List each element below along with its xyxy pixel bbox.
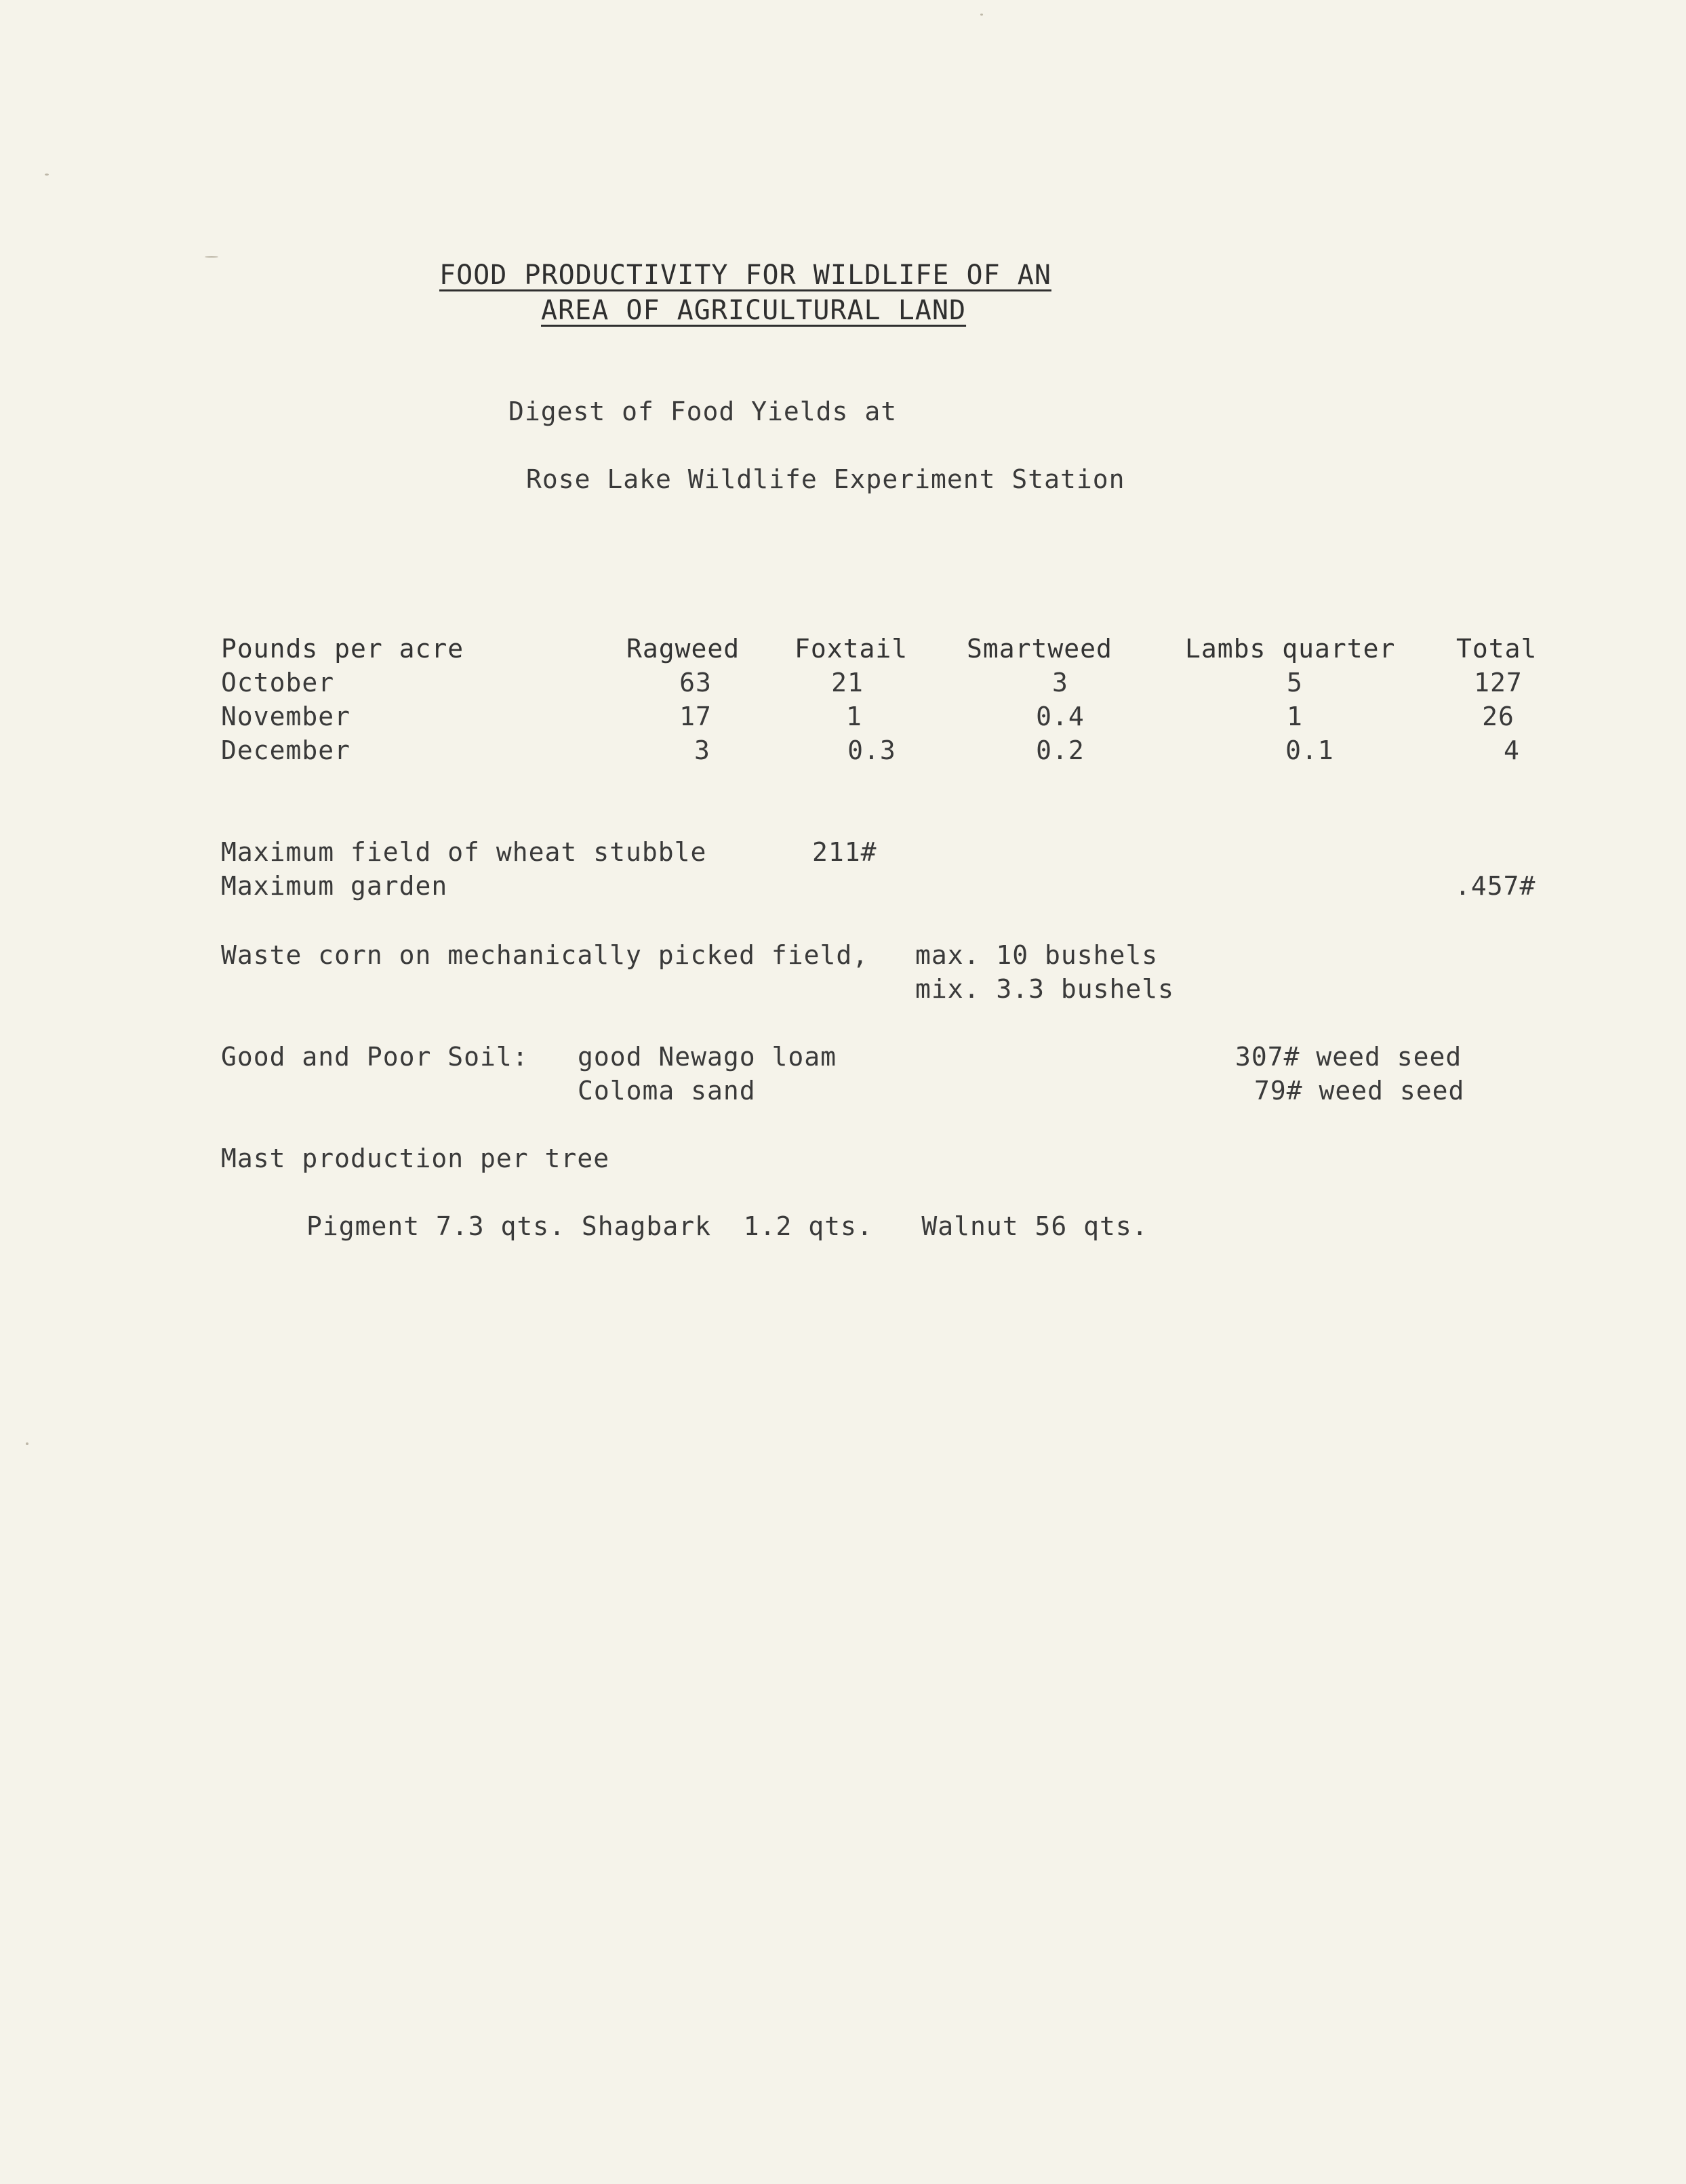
column-header-total: Total: [1456, 634, 1538, 664]
waste-corn-max: max. 10 bushels: [915, 940, 1159, 970]
column-header-smartweed: Smartweed: [967, 634, 1112, 664]
paper-speck: [205, 256, 218, 258]
table-cell: 1: [846, 702, 862, 731]
table-cell: 0.1: [1285, 735, 1334, 765]
column-header-ragweed: Ragweed: [626, 634, 740, 664]
max-garden-label: Maximum garden: [221, 871, 448, 901]
paper-speck: [26, 1442, 28, 1445]
max-wheat-label: Maximum field of wheat stubble: [221, 837, 707, 867]
table-cell: 4: [1504, 735, 1520, 765]
table-cell: 0.2: [1036, 735, 1085, 765]
mast-label: Mast production per tree: [221, 1144, 610, 1173]
title-line-2: AREA OF AGRICULTURAL LAND: [541, 295, 967, 326]
soil-poor-value: 79# weed seed: [1254, 1076, 1465, 1106]
soil-label: Good and Poor Soil:: [221, 1042, 529, 1072]
table-cell: 26: [1482, 702, 1514, 731]
table-cell: 21: [831, 668, 864, 697]
table-cell: 1: [1287, 702, 1303, 731]
table-cell: 3: [694, 735, 710, 765]
subtitle-line-1: Digest of Food Yields at: [508, 397, 898, 426]
table-cell: 5: [1287, 668, 1303, 697]
max-wheat-value: 211#: [812, 837, 877, 867]
table-cell: 63: [679, 668, 712, 697]
waste-corn-min: mix. 3.3 bushels: [915, 974, 1175, 1004]
soil-good-value: 307# weed seed: [1235, 1042, 1462, 1072]
subtitle-line-2: Rose Lake Wildlife Experiment Station: [526, 464, 1125, 494]
title-line-1: FOOD PRODUCTIVITY FOR WILDLIFE OF AN: [439, 260, 1051, 291]
table-row-header: Pounds per acre: [221, 634, 464, 664]
paper-speck: [980, 14, 983, 16]
table-cell: 0.4: [1036, 702, 1085, 731]
table-cell: 17: [679, 702, 712, 731]
mast-values-line: Pigment 7.3 qts. Shagbark 1.2 qts. Walnut 56 qts.: [306, 1211, 1148, 1241]
waste-corn-label: Waste corn on mechanically picked field,: [221, 940, 869, 970]
paper-speck: [45, 174, 49, 176]
table-row-month: November: [221, 702, 351, 731]
max-garden-value: .457#: [1455, 871, 1536, 901]
table-cell: 3: [1052, 668, 1068, 697]
table-row-month: December: [221, 735, 351, 765]
soil-poor-name: Coloma sand: [578, 1076, 756, 1106]
table-row-month: October: [221, 668, 335, 697]
table-cell: 0.3: [847, 735, 896, 765]
column-header-lambs-quarter: Lambs quarter: [1185, 634, 1396, 664]
column-header-foxtail: Foxtail: [795, 634, 908, 664]
soil-good-name: good Newago loam: [578, 1042, 837, 1072]
table-cell: 127: [1474, 668, 1523, 697]
